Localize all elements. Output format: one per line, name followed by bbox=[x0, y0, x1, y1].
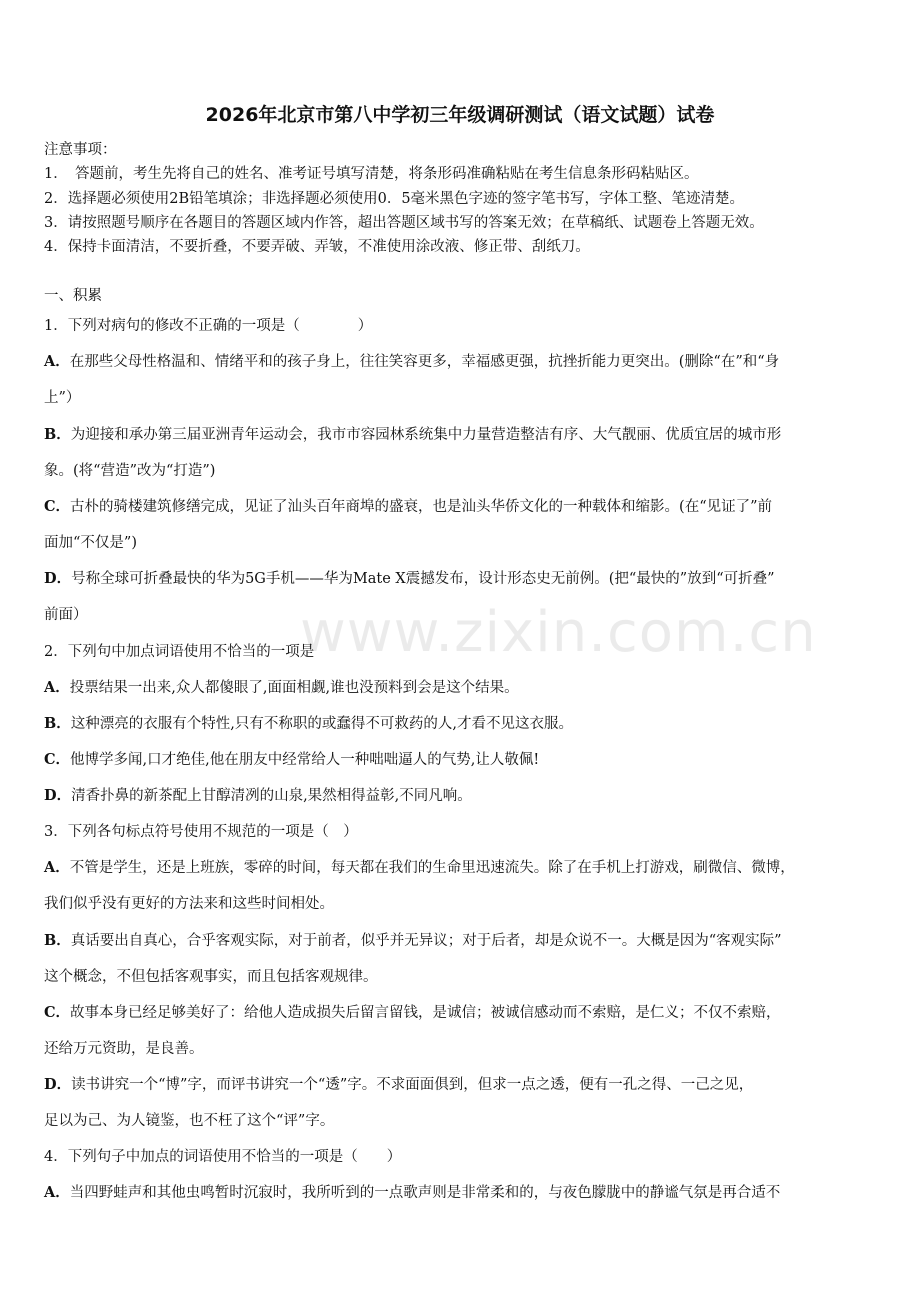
line-text: 读书讲究一个“博”字，而评书讲究一个“透”字。不求面面俱到，但求一点之透，便有一孔之得、一己之见， bbox=[71, 1077, 754, 1093]
notice-item: 2．选择题必须使用2B铅笔填涂；非选择题必须使用0．5毫米黑色字迹的签字笔书写，字体工整、笔迹清楚。 bbox=[44, 191, 745, 207]
option-key: A． bbox=[44, 1184, 70, 1201]
notice-item: 3．请按照题号顺序在各题目的答题区域内作答，超出答题区域书写的答案无效；在草稿纸、试题卷上答题无效。 bbox=[44, 215, 764, 231]
option-line bbox=[44, 676, 884, 697]
text-line bbox=[44, 603, 884, 624]
section-heading: 一、积累 bbox=[44, 288, 102, 304]
option-key: B． bbox=[44, 932, 71, 949]
text-line bbox=[44, 965, 884, 986]
text-line bbox=[44, 640, 884, 661]
line-text: 他博学多闻,口才绝佳,他在朋友中经常给人一种咄咄逼人的气势,让人敬佩! bbox=[70, 752, 540, 768]
line-text: 这种漂亮的衣服有个特性,只有不称职的或蠢得不可救药的人,才看不见这衣服。 bbox=[70, 716, 573, 732]
line-text: 为迎接和承办第三届亚洲青年运动会，我市市容园林系统集中力量营造整洁有序、大气靓丽、优质宜居的城市形 bbox=[70, 427, 782, 443]
option-line bbox=[44, 495, 884, 516]
option-key: A． bbox=[44, 859, 70, 876]
text-line bbox=[44, 1145, 884, 1166]
page-title: 2026年北京市第八中学初三年级调研测试（语文试题）试卷 bbox=[205, 104, 715, 126]
option-line bbox=[44, 567, 884, 588]
line-text: 清香扑鼻的新茶配上甘醇清冽的山泉,果然相得益彰,不同凡响。 bbox=[71, 788, 472, 804]
notice-item: 4．保持卡面清洁，不要折叠，不要弄破、弄皱，不准使用涂改液、修正带、刮纸刀。 bbox=[44, 239, 590, 255]
text-line bbox=[44, 1109, 884, 1130]
option-key: B． bbox=[44, 426, 71, 443]
option-key: A． bbox=[44, 353, 70, 370]
line-text: 号称全球可折叠最快的华为5G手机——华为Mate X震撼发布，设计形态史无前例。(把“最快的”放到“可折叠” bbox=[71, 571, 775, 587]
option-line bbox=[44, 712, 884, 733]
option-key: C． bbox=[44, 751, 71, 768]
line-text: 这个概念，不但包括客观事实，而且包括客观规律。 bbox=[44, 969, 378, 985]
option-line bbox=[44, 1181, 884, 1202]
option-line bbox=[44, 929, 884, 950]
line-text: 还给万元资助，是良善。 bbox=[44, 1041, 204, 1057]
line-text: 象。(将“营造”改为“打造”) bbox=[44, 463, 216, 479]
line-text: 足以为己、为人镜鉴，也不枉了这个“评”字。 bbox=[44, 1113, 335, 1129]
text-line bbox=[44, 386, 884, 407]
text-line bbox=[44, 531, 884, 552]
option-line bbox=[44, 350, 884, 371]
notice-item: 1． 答题前，考生先将自己的姓名、准考证号填写清楚，将条形码准确粘贴在考生信息条形码粘贴区。 bbox=[44, 166, 699, 182]
line-text: 2．下列句中加点词语使用不恰当的一项是 bbox=[44, 644, 315, 660]
text-line bbox=[44, 459, 884, 480]
line-text: 前面） bbox=[44, 607, 88, 623]
option-line bbox=[44, 423, 884, 444]
text-line bbox=[44, 892, 884, 913]
text-line bbox=[44, 1037, 884, 1058]
option-line bbox=[44, 1073, 884, 1094]
line-text: 投票结果一出来,众人都傻眼了,面面相觑,谁也没预料到会是这个结果。 bbox=[69, 680, 519, 696]
option-line bbox=[44, 748, 884, 769]
option-key: D． bbox=[44, 787, 72, 804]
line-text: 4．下列句子中加点的词语使用不恰当的一项是（ ） bbox=[44, 1149, 402, 1165]
watermark: www.zixin.com.cn bbox=[300, 600, 817, 665]
option-key: D． bbox=[44, 1076, 72, 1093]
line-text: 3．下列各句标点符号使用不规范的一项是（ ） bbox=[44, 824, 358, 840]
option-key: D． bbox=[44, 570, 72, 587]
option-key: C． bbox=[44, 1004, 71, 1021]
line-text: 我们似乎没有更好的方法来和这些时间相处。 bbox=[44, 896, 334, 912]
line-text: 当四野蛙声和其他虫鸣暂时沉寂时，我所听到的一点歌声则是非常柔和的，与夜色朦胧中的静谧气氛是再合适不 bbox=[69, 1185, 781, 1201]
line-text: 真话要出自真心，合乎客观实际，对于前者，似乎并无异议；对于后者，却是众说不一。大概是因为“客观实际” bbox=[70, 933, 782, 949]
line-text: 不管是学生，还是上班族，零碎的时间，每天都在我们的生命里迅速流失。除了在手机上打游戏，刷微信、微博， bbox=[69, 860, 795, 876]
line-text: 故事本身已经足够美好了：给他人造成损失后留言留钱，是诚信；被诚信感动而不索赔，是仁义；不仅不索赔， bbox=[70, 1005, 781, 1021]
line-text: 在那些父母性格温和、情绪平和的孩子身上，往往笑容更多，幸福感更强，抗挫折能力更突出。(删除“在”和“身 bbox=[69, 354, 780, 370]
text-line bbox=[44, 314, 884, 335]
option-key: B． bbox=[44, 715, 71, 732]
option-line bbox=[44, 856, 884, 877]
option-line bbox=[44, 784, 884, 805]
text-line bbox=[44, 820, 884, 841]
option-line bbox=[44, 1001, 884, 1022]
option-key: C． bbox=[44, 498, 71, 515]
option-key: A． bbox=[44, 679, 70, 696]
line-text: 面加“不仅是”) bbox=[44, 535, 137, 551]
line-text: 1．下列对病句的修改不正确的一项是（ ） bbox=[44, 318, 373, 334]
notice-heading: 注意事项： bbox=[44, 142, 117, 158]
line-text: 上”） bbox=[44, 390, 81, 406]
line-text: 古朴的骑楼建筑修缮完成，见证了汕头百年商埠的盛衰，也是汕头华侨文化的一种载体和缩影。(在“见证了”前 bbox=[70, 499, 773, 515]
